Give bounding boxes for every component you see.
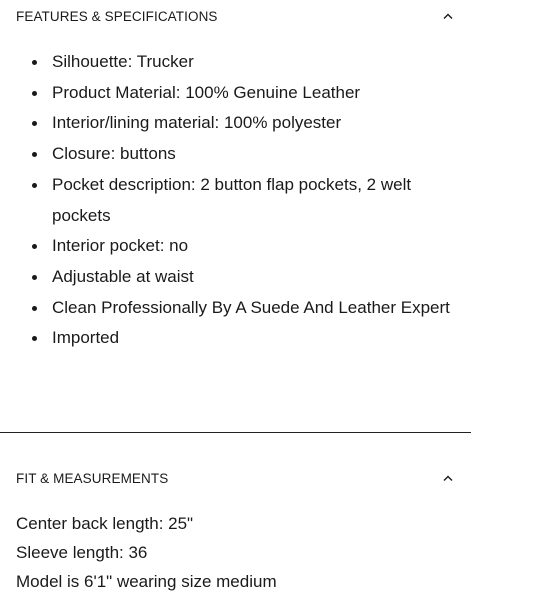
- chevron-up-icon[interactable]: [441, 471, 455, 485]
- list-item: Adjustable at waist: [52, 262, 456, 293]
- list-item: Closure: buttons: [52, 139, 456, 170]
- list-item: Imported: [52, 323, 456, 354]
- list-item: Silhouette: Trucker: [52, 47, 456, 78]
- fit-line-sleeve-length: Sleeve length: 36: [16, 543, 148, 562]
- features-accordion-header[interactable]: [16, 6, 455, 26]
- chevron-up-icon[interactable]: [441, 9, 455, 23]
- section-divider: [0, 432, 471, 433]
- fit-title: FIT & MEASUREMENTS: [16, 470, 169, 486]
- list-item: Interior pocket: no: [52, 231, 456, 262]
- fit-accordion-header[interactable]: [16, 468, 455, 488]
- features-title: FEATURES & SPECIFICATIONS: [16, 8, 218, 24]
- fit-line-center-back-length: Center back length: 25": [16, 514, 194, 533]
- features-list: [16, 47, 456, 354]
- list-item: Clean Professionally By A Suede And Leather Expert: [52, 293, 456, 324]
- fit-line-model-size: Model is 6'1" wearing size medium: [16, 572, 277, 591]
- fit-details: [16, 509, 277, 596]
- list-item: Interior/lining material: 100% polyester: [52, 108, 456, 139]
- list-item: Pocket description: 2 button flap pockets, 2 welt pockets: [52, 170, 456, 231]
- list-item: Product Material: 100% Genuine Leather: [52, 78, 456, 109]
